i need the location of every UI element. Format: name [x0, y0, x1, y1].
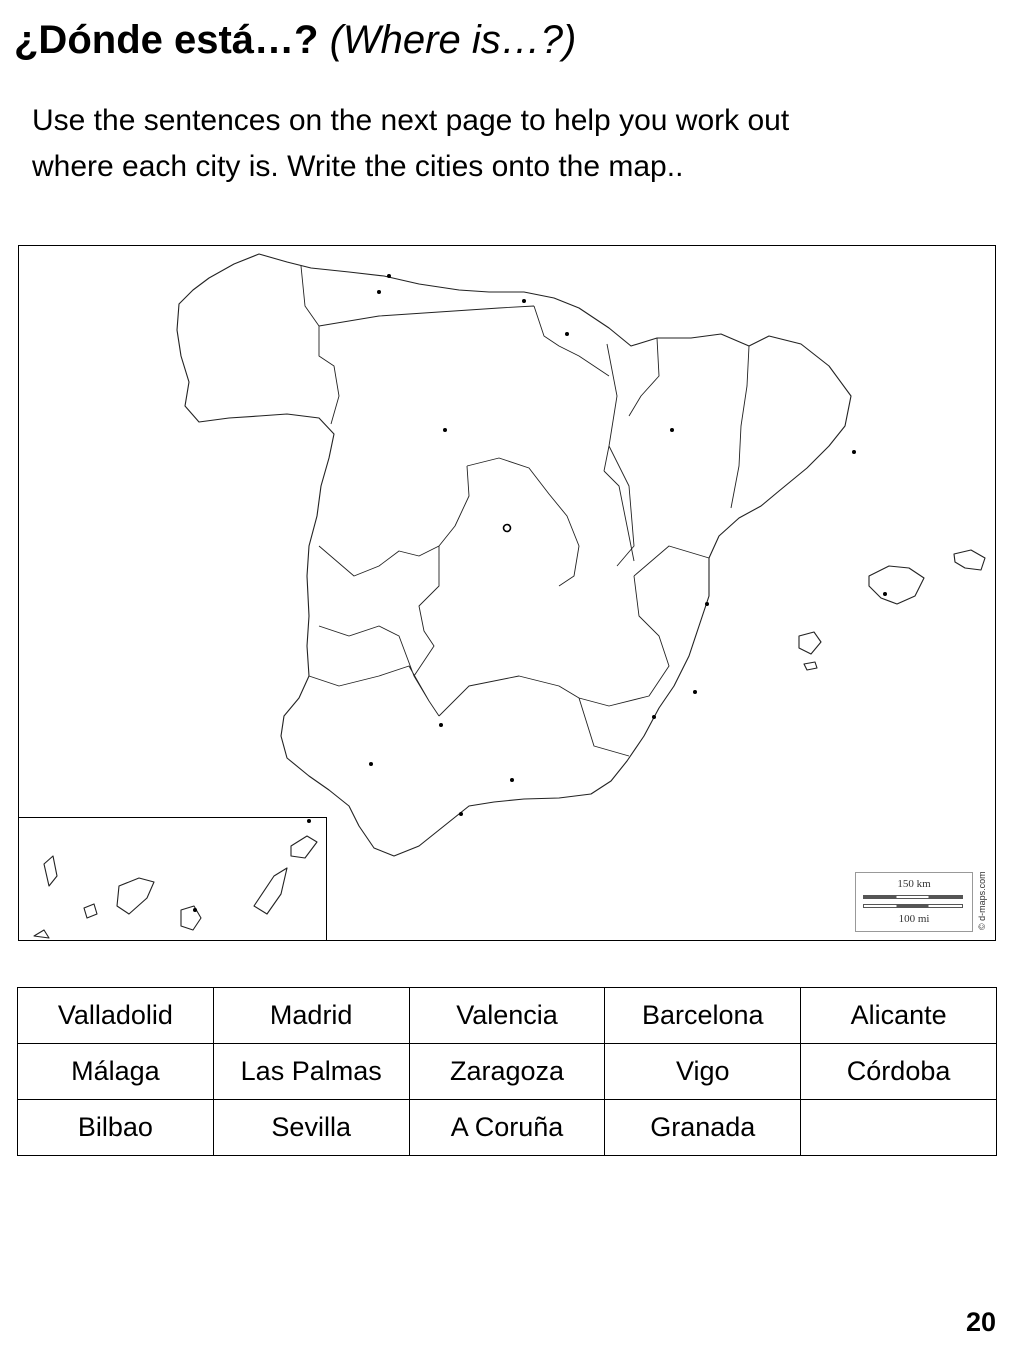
city-cell: Alicante — [801, 988, 997, 1044]
scale-bar-mi — [863, 904, 963, 908]
city-cell: Valencia — [409, 988, 605, 1044]
scale-km-label: 150 km — [897, 878, 931, 890]
instructions — [32, 98, 992, 190]
city-cell: A Coruña — [409, 1100, 605, 1156]
instructions-line-1: Use the sentences on the next page to help you work out — [32, 104, 790, 137]
canary-islands-inset — [19, 817, 327, 940]
city-cell: Las Palmas — [213, 1044, 409, 1100]
city-cell: Málaga — [18, 1044, 214, 1100]
city-cell: Madrid — [213, 988, 409, 1044]
city-cell: Zaragoza — [409, 1044, 605, 1100]
scale-mi-label: 100 mi — [898, 913, 930, 925]
madrid-marker — [504, 525, 511, 532]
scale-bar-km — [863, 895, 963, 899]
city-cell: Valladolid — [18, 988, 214, 1044]
mallorca-island — [869, 566, 924, 604]
map-credit: © d-maps.com — [977, 871, 987, 930]
city-cell: Vigo — [605, 1044, 801, 1100]
table-row — [18, 1044, 997, 1100]
mainland-outline — [177, 254, 851, 856]
title-spanish: ¿Dónde está…? — [14, 18, 319, 62]
city-cell: Bilbao — [18, 1100, 214, 1156]
spain-map — [18, 245, 996, 941]
title-english: (Where is…?) — [329, 18, 577, 62]
city-cell — [801, 1100, 997, 1156]
map-scale — [855, 872, 973, 932]
page-number: 20 — [965, 1307, 996, 1337]
page-title — [14, 14, 576, 66]
city-cell: Córdoba — [801, 1044, 997, 1100]
city-cell: Sevilla — [213, 1100, 409, 1156]
table-row — [18, 988, 997, 1044]
table-row — [18, 1100, 997, 1156]
ibiza-island — [799, 632, 821, 654]
menorca-island — [954, 550, 985, 570]
city-cell: Barcelona — [605, 988, 801, 1044]
city-cell: Granada — [605, 1100, 801, 1156]
city-table — [17, 987, 997, 1156]
instructions-line-2: where each city is. Write the cities onto the map.. — [32, 150, 684, 183]
region-borders — [301, 266, 749, 756]
formentera-island — [804, 662, 817, 670]
